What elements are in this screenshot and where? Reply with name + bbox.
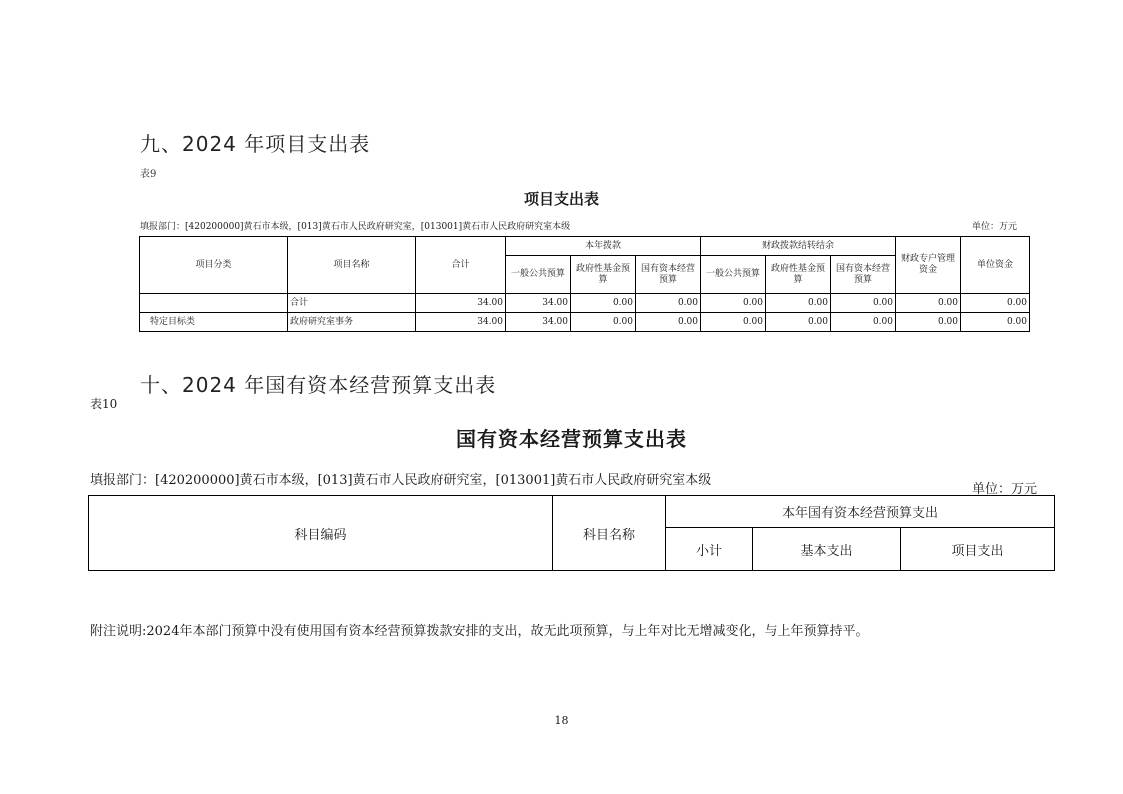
header-sub: 国有资本经营预算 xyxy=(636,256,701,294)
header-unit-funds: 单位资金 xyxy=(961,237,1030,294)
header-current-year: 本年拨款 xyxy=(506,237,701,256)
cell-value: 0.00 xyxy=(896,294,961,313)
cell-value: 34.00 xyxy=(416,294,506,313)
table10-title: 国有资本经营预算支出表 xyxy=(456,427,687,451)
cell-value: 0.00 xyxy=(701,294,766,313)
table9-unit: 单位：万元 xyxy=(972,222,1018,232)
table-row xyxy=(140,313,1030,332)
cell-value: 0.00 xyxy=(961,313,1030,332)
cell-value: 0.00 xyxy=(571,313,636,332)
header-sub: 一般公共预算 xyxy=(701,256,766,294)
header-category: 项目分类 xyxy=(140,237,288,294)
cell-value: 34.00 xyxy=(506,313,571,332)
header-sub: 政府性基金预算 xyxy=(571,256,636,294)
cell-category xyxy=(140,294,288,313)
table9-title: 项目支出表 xyxy=(523,190,599,208)
header-special: 财政专户管理资金 xyxy=(896,237,961,294)
header-name: 项目名称 xyxy=(288,237,416,294)
cell-value: 34.00 xyxy=(506,294,571,313)
cell-value: 0.00 xyxy=(766,294,831,313)
header-total: 合计 xyxy=(416,237,506,294)
cell-name: 合计 xyxy=(288,294,416,313)
page-number: 18 xyxy=(554,714,569,727)
header-sub: 国有资本经营预算 xyxy=(831,256,896,294)
header-carryover: 财政拨款结转结余 xyxy=(701,237,896,256)
cell-value: 0.00 xyxy=(766,313,831,332)
footnote: 附注说明:2024年本部门预算中没有使用国有资本经营预算拨款安排的支出，故无此项预算，与上年对比无增减变化，与上年预算持平。 xyxy=(90,624,869,639)
table9-dept: 填报部门：[420200000]黄石市本级，[013]黄石市人民政府研究室，[013001]黄石市人民政府研究室本级 xyxy=(140,222,571,232)
table9-label: 表9 xyxy=(140,169,157,180)
cell-name: 政府研究室事务 xyxy=(288,313,416,332)
table10-dept: 填报部门：[420200000]黄石市本级，[013]黄石市人民政府研究室，[013001]黄石市人民政府研究室本级 xyxy=(90,473,712,488)
cell-value: 0.00 xyxy=(701,313,766,332)
cell-value: 0.00 xyxy=(896,313,961,332)
header-code: 科目编码 xyxy=(89,496,553,571)
cell-category: 特定目标类 xyxy=(140,313,288,332)
header-basic: 基本支出 xyxy=(753,528,901,571)
state-capital-expenditure-table xyxy=(88,495,1055,571)
cell-value: 0.00 xyxy=(961,294,1030,313)
header-subtotal: 小计 xyxy=(666,528,753,571)
header-name: 科目名称 xyxy=(553,496,666,571)
cell-value: 0.00 xyxy=(571,294,636,313)
section9-heading: 九、2024 年项目支出表 xyxy=(140,132,371,156)
header-sub: 政府性基金预算 xyxy=(766,256,831,294)
cell-value: 0.00 xyxy=(636,294,701,313)
cell-value: 0.00 xyxy=(831,313,896,332)
cell-value: 34.00 xyxy=(416,313,506,332)
header-group: 本年国有资本经营预算支出 xyxy=(666,496,1055,528)
table-row xyxy=(140,294,1030,313)
section10-heading: 十、2024 年国有资本经营预算支出表 xyxy=(140,373,497,397)
header-sub: 一般公共预算 xyxy=(506,256,571,294)
table10-unit: 单位：万元 xyxy=(972,482,1038,497)
table10-label: 表10 xyxy=(90,397,118,411)
cell-value: 0.00 xyxy=(831,294,896,313)
cell-value: 0.00 xyxy=(636,313,701,332)
header-project: 项目支出 xyxy=(901,528,1055,571)
project-expenditure-table xyxy=(139,236,1030,332)
